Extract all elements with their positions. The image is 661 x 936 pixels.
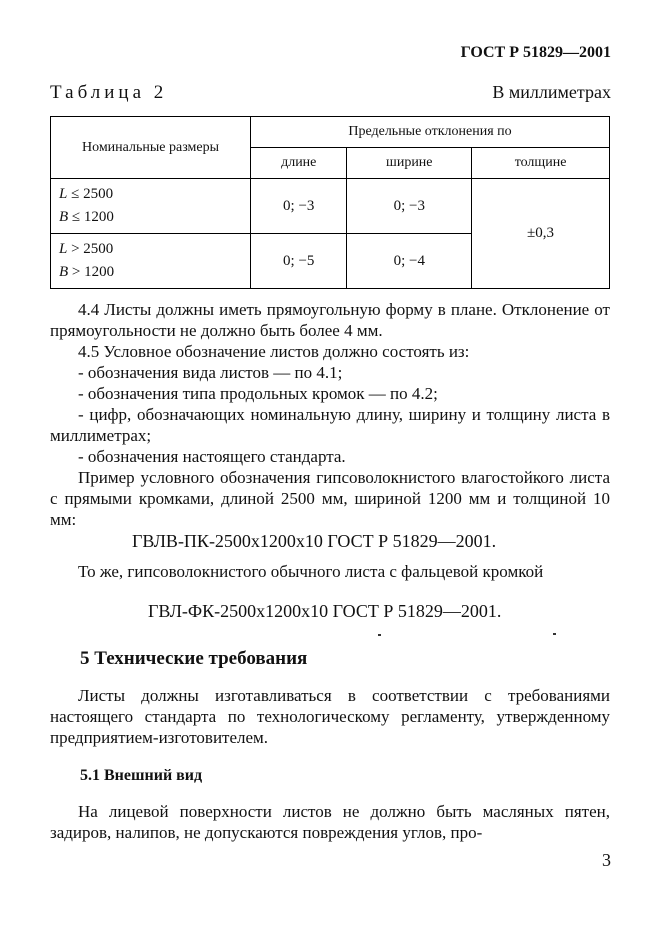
standard-header: ГОСТ Р 51829—2001 [460, 44, 611, 61]
section-5-title: 5 Технические требования [80, 648, 308, 669]
list-item: - обозначения настоящего стандарта. [78, 447, 346, 466]
tolerance-table [50, 116, 610, 289]
list-item: - цифр, обозначающих номинальную длину, ширину и толщину листа в миллиметрах; [50, 405, 610, 445]
dim-length-cond: L > 2500 [59, 241, 114, 257]
dim-width-cond: B > 1200 [59, 264, 115, 280]
length-deviation: 0; −5 [251, 234, 347, 289]
page-number: 3 [602, 850, 611, 870]
paragraph-4-5: 4.5 Условное обозначение листов должно состоять из: [78, 342, 470, 361]
row-dimensions [51, 179, 251, 234]
subsection-5-1-title: 5.1 Внешний вид [80, 767, 203, 784]
example-paragraph: Пример условного обозначения гипсоволокнистого влагостойкого листа с прямыми кромками, длиной 2500 мм, шириной 1200 мм и толщиной 10 мм: [50, 468, 610, 529]
section-5-paragraph: Листы должны изготавливаться в соответствии с требованиями настоящего стандарта по технологическому регламенту, утвержденному предприятием-изготовителем. [50, 686, 610, 747]
table-units: В миллиметрах [492, 82, 611, 102]
scan-speck [378, 634, 381, 636]
section-5-1-text [50, 801, 610, 843]
list-item: - обозначения типа продольных кромок — по 4.2; [78, 384, 438, 403]
designation-example-1: ГВЛВ-ПК-2500х1200х10 ГОСТ Р 51829—2001. [132, 531, 497, 551]
header-width: ширине [347, 148, 472, 179]
header-thickness: толщине [472, 148, 610, 179]
section-5-text [50, 685, 610, 748]
designation-example-2: ГВЛ-ФК-2500х1200х10 ГОСТ Р 51829—2001. [148, 601, 502, 621]
header-limit-deviations: Предельные отклонения по [251, 117, 610, 148]
same-paragraph: То же, гипсоволокнистого обычного листа с фальцевой кромкой [78, 562, 544, 581]
row-dimensions [51, 234, 251, 289]
dim-length-cond: L ≤ 2500 [59, 186, 114, 202]
same-paragraph-block [50, 561, 610, 582]
table-row [51, 179, 610, 234]
header-length: длине [251, 148, 347, 179]
scan-speck [553, 633, 556, 635]
section-5-1-paragraph: На лицевой поверхности листов не должно быть масляных пятен, задиров, налипов, не допускаются повреждения углов, про- [50, 802, 610, 842]
thickness-deviation: ±0,3 [472, 179, 610, 289]
header-nominal-sizes: Номинальные размеры [51, 117, 251, 179]
dim-width-cond: B ≤ 1200 [59, 209, 114, 225]
table-caption: Таблица 2 [50, 82, 168, 103]
width-deviation: 0; −3 [347, 179, 472, 234]
list-item: - обозначения вида листов — по 4.1; [78, 363, 343, 382]
clause-4-4-4-5 [50, 299, 610, 530]
length-deviation: 0; −3 [251, 179, 347, 234]
width-deviation: 0; −4 [347, 234, 472, 289]
paragraph-4-4: 4.4 Листы должны иметь прямоугольную форму в плане. Отклонение от прямоугольности не должно быть более 4 мм. [50, 300, 610, 340]
